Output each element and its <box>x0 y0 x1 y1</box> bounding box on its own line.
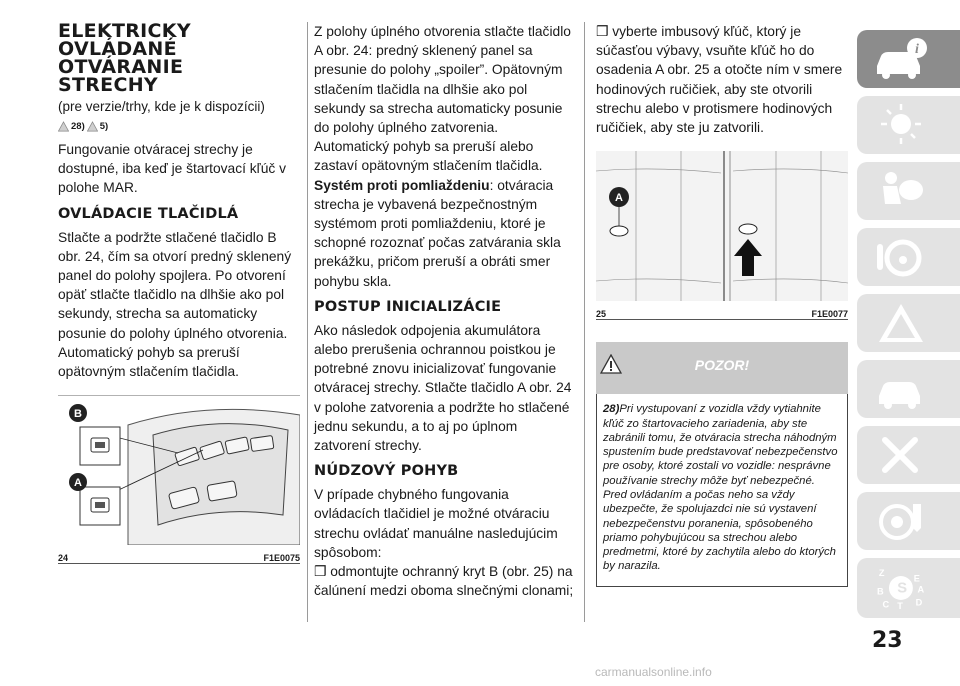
warning-triangle-icon <box>58 121 69 132</box>
figure-number: 25 <box>596 309 607 320</box>
index-letter: S <box>897 580 908 597</box>
warning-ref[interactable]: 28) <box>71 121 85 132</box>
figure-25 <box>596 151 848 320</box>
title-line: OTVÁRANIE <box>58 56 184 78</box>
figure-code: F1E0075 <box>263 553 300 564</box>
section-title <box>58 22 300 94</box>
car-care-icon <box>871 366 929 412</box>
wrench-icon <box>871 432 929 478</box>
figure-caption <box>58 550 300 563</box>
tab-emergency[interactable] <box>857 294 960 352</box>
initialization-paragraph: Ako následok odpojenia akumulátora alebo prerušenia ochrannou poistkou je potrebné znovu inicializovať fungovanie otváracej strechy. Stlačte tlačidlo A obr. 24 v polohe zatvorenia a podržte ho stlačené jednu sekundu, a to aj po úplnom zatvorení strechy. <box>314 322 572 454</box>
title-line: OVLÁDANÉ <box>58 38 177 60</box>
warning-references <box>58 121 300 132</box>
warning-header <box>596 342 848 394</box>
bullet-remove-cover: ❒ odmontujte ochranný kryt B (obr. 25) na čalúnení medzi oboma slnečnými clonami; <box>314 564 574 599</box>
paragraph-antipinch <box>314 176 576 291</box>
title-line: ELEKTRICKY <box>58 20 191 42</box>
bullet-insert-key: ❒ vyberte imbusový kľúč, ktorý je súčasťou výbavy, vsuňte kľúč ho do osadenia A obr. 25 a otočte ním v smere hodinových ručičiek, aby ste otvorili strechu alebo v protismere hodinových ručičiek, aby ste ju zatvorili. <box>596 24 843 136</box>
heading-initialization: POSTUP INICIALIZÁCIE <box>314 298 502 315</box>
index-letter: E <box>913 573 920 584</box>
tab-index[interactable] <box>857 558 960 618</box>
paragraph-close: Z polohy úplného otvorenia stlačte tlačidlo A obr. 24: predný sklenený panel sa presunie do polohy „spoiler”. Opätovným stlačením tlačidla na dlhšie ako pol sekundy sa strecha automaticky posunie do polohy úplného zatvorenia. Automatický pohyb sa preruší alebo zastaví opätovným stlačením tlačidla. <box>314 24 571 174</box>
column-divider-right <box>584 22 585 622</box>
figure-code: F1E0077 <box>811 309 848 320</box>
car-info-icon <box>871 36 929 82</box>
heading-buttons: OVLÁDACIE TLAČIDLÁ <box>58 205 239 222</box>
tab-dashboard[interactable] <box>857 96 960 154</box>
watermark: carmanualsonline.info <box>595 665 712 679</box>
steering-wheel-icon <box>871 234 929 280</box>
column-left <box>58 22 300 564</box>
label-b: B <box>74 408 82 421</box>
index-letter: A <box>917 584 925 595</box>
emergency-paragraph: V prípade chybného fungovania ovládacích tlačidiel je možné otváraciu strechu ovládať manuálne nasledujúcim spôsobom: <box>314 487 558 560</box>
warning-text: Pri vystupovaní z vozidla vždy vytiahnite kľúč zo štartovacieho zariadenia, aby ste zabránili tomu, že otváracia strecha náhodným spustením bude predstavovať nebezpečenstvo pre osoby, ktoré zostali vo vozidle: nesprávne používanie strechy môže byť nebezpečné. Pred ovládaním a počas neho sa vždy ubezpečte, že spolujazdci nie sú vystavení nebezpečenstvu poranenia, spôsobeného priamo pohybujúcou sa strechou alebo predmetmi, ktoré by zachytila alebo do ktorých by narazila. <box>603 403 838 573</box>
buttons-paragraph: Stlačte a podržte stlačené tlačidlo B obr. 24, čím sa otvorí predný sklenený panel do polohy spojlera. Po otvorení opäť stlačte tlačidlo na dlhšie ako pol sekundy, strecha sa automaticky posunie do polohy úplného otvorenia. Automatický pohyb sa preruší opätovným stlačením tlačidla. <box>58 229 292 380</box>
roof-emergency-illustration <box>596 151 848 301</box>
tab-car-info[interactable] <box>857 30 960 88</box>
tab-safety[interactable] <box>857 162 960 220</box>
index-icon <box>871 565 929 611</box>
column-divider-left <box>307 22 308 622</box>
caution-ref[interactable]: 5) <box>99 121 109 132</box>
intro-paragraph: Fungovanie otváracej strechy je dostupné, iba keď je štartovací kľúč v polohe MAR. <box>58 142 287 196</box>
antipinch-text: : otváracia strecha je vybavená bezpečnostným systémom proti pomliaždeniu, ktoré je schopné rozoznať počas zatvárania skla prekážku, pričom preruší a obráti smer pohybu skla. <box>314 177 561 289</box>
page-number: 23 <box>872 628 903 653</box>
caution-triangle-icon <box>87 121 98 132</box>
column-right <box>596 22 848 587</box>
figure-caption <box>596 306 848 319</box>
roof-control-panel-illustration <box>58 395 300 545</box>
figure-24 <box>58 395 300 564</box>
label-a: A <box>74 477 82 490</box>
index-letter: Z <box>878 568 885 579</box>
index-letter: B <box>877 586 884 597</box>
index-letter: T <box>897 601 903 611</box>
tab-maintenance[interactable] <box>857 360 960 418</box>
safety-airbag-icon <box>871 168 929 214</box>
tab-technical-data[interactable] <box>857 426 960 484</box>
dashboard-lights-icon <box>871 102 929 148</box>
warning-ref: 28) <box>603 403 620 416</box>
title-line: STRECHY <box>58 74 158 96</box>
index-letter: C <box>882 599 890 610</box>
subtitle: (pre verzie/trhy, kde je k dispozícii) <box>58 99 265 114</box>
svg-text:i: i <box>915 42 919 57</box>
figure-number: 24 <box>58 553 69 564</box>
road-warning-icon <box>871 300 929 346</box>
label-a-fig25: A <box>615 192 623 205</box>
index-letter: D <box>915 597 923 608</box>
tab-starting-driving[interactable] <box>857 228 960 286</box>
warning-title: POZOR! <box>694 357 750 374</box>
tab-multimedia[interactable] <box>857 492 960 550</box>
column-middle <box>314 22 576 600</box>
heading-emergency: NÚDZOVÝ POHYB <box>314 463 459 480</box>
warning-box <box>596 394 848 587</box>
media-phone-icon <box>871 498 929 544</box>
antipinch-label: Systém proti pomliaždeniu <box>314 177 490 193</box>
